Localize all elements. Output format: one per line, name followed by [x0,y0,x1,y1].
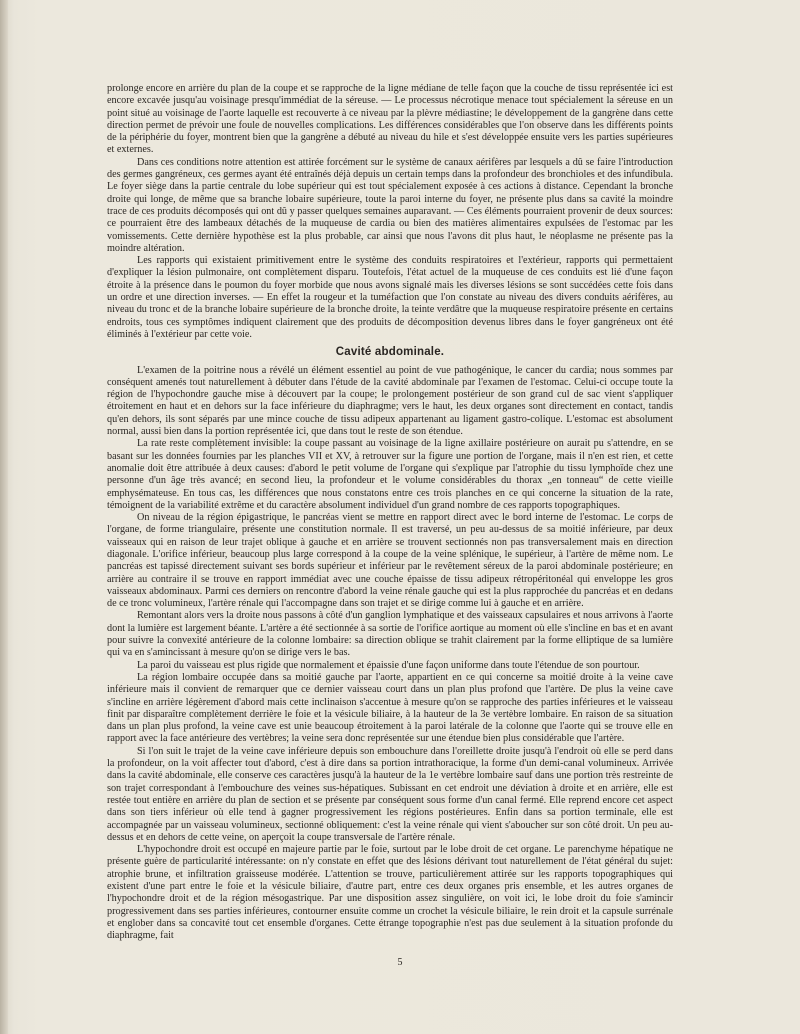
paragraph: prolonge encore en arrière du plan de la coupe et se rapproche de la ligne médiane de telle façon que la couche de tissu représentée ici est encore excavée jusqu'au voisinage presqu'immédiat de la séreuse. — Le processus nécrotique menace tout spécialement la séreuse en un point situé au voisinage de l'aorte laquelle est recouverte à ce niveau par la plèvre médiastine; le développement de la gangrène dans cette direction permet de prévoir une foule de nouvelles complications. Les différences considérables que l'on observe dans les différents points de la périphérie du foyer, montrent bien que la gangrène a débuté au niveau du hile et s'est développée ensuite vers les parties supérieures et externes. [107,83,673,156]
binding-edge [0,0,8,1034]
paragraph: Dans ces conditions notre attention est attirée forcément sur le système de canaux aérifères par lesquels a dû se faire l'introduction des germes gangréneux, ces germes ayant été entraînés déjà depuis un certain temps dans la profondeur des bronchioles et des infundibula. Le foyer siège dans la partie centrale du lobe supérieur qui est tout spécialement exposée à ces actions à distance. Cependant la bronche droite qui longe, de même que sa branche lobaire supérieure, toute la paroi interne du foyer, ne présente plus dans sa cavité la moindre trace de ces produits décomposés qui ont dû y passer quelques semaines auparavant. — Ces éléments pourraient provenir de deux sources: ce pourraient être des lambeaux détachés de la muqueuse de cardia ou bien des matières alimentaires expulsées de l'estomac par les vomissements. Cette dernière hypothèse est la plus probable, car ainsi que nous l'avons dit plus haut, le néoplasme ne présente pas la moindre altération. [107,156,673,254]
paragraph: On niveau de la région épigastrique, le pancréas vient se mettre en rapport direct avec le bord interne de l'estomac. Le corps de l'organe, de forme triangulaire, présente une constitution normale. Il est traversé, un peu au-dessus de sa moitié inférieure, par deux vaisseaux qui en raison de leur trajet oblique à gauche et en arrière se trouvent sectionnés non pas transversalement mais en direction diagonale. L'orifice inférieur, beaucoup plus large correspond à la coupe de la veine splénique, le supérieur, à l'artère de même nom. Le pancréas est tapissé directement suivant ses bords supérieur et inférieur par le revêtement séreux de la paroi abdominale postérieure; en arrière au contraire il se trouve en rapport immédiat avec une couche épaisse de tissu adipeux rétropéritonéal qui enveloppe les gros vaisseaux abdominaux. Parmi ces derniers on rencontre d'abord la veine rénale gauche qui est la plus rapprochée du pancréas et en dedans de ce tronc volumineux, l'artère rénale qui l'accompagne dans son trajet et se dirige comme lui à gauche et en arrière. [107,512,673,610]
paragraph: L'examen de la poitrine nous a révélé un élément essentiel au point de vue pathogénique, le cancer du cardia; nous sommes par conséquent amenés tout naturellement à débuter dans l'étude de la cavité abdominale par l'examen de l'estomac. Celui-ci occupe toute la région de l'hypochondre gauche mise à découvert par la coupe; le prolongement postérieur de son grand cul de sac vient s'appliquer étroitement en haut et en dehors sur la face inférieure du diaphragme; vers le haut, les deux organes sont directement en contact, tandis qu'en dehors, ils sont séparés par une mince couche de tissu adipeux appartenant au ligament gastro-colique. L'estomac est absolument normal, aussi bien dans la portion représentée ici, que dans tout le reste de son étendue. [107,364,673,438]
page-number: 5 [397,957,403,968]
paragraph: L'hypochondre droit est occupé en majeure partie par le foie, surtout par le lobe droit de cet organe. Le parenchyme hépatique ne présente guère de particularité intéressante: on n'y constate en effet que des lésions dérivant tout naturellement de l'état général du sujet: atrophie brune, et infiltration graisseuse modérée. L'attention se trouve, particulièrement attirée sur les rapports topographiques qui existent d'une part entre le foie et la vésicule biliaire, d'autre part, entre ces deux organes pris ensemble, et les autres organes de l'hypochondre droit et de la région mésogastrique. Par une disposition assez singulière, on voit ici, le lobe droit du foie s'amincir progressivement dans ses parties inférieures, contourner ensuite comme un crochet la vésicule biliaire, le rein droit et la capsule surrénale et englober dans sa concavité tout cet ensemble d'organes. Cette étrange topographie n'est pas due seulement à la situation profonde du diaphragme, fait [107,844,673,942]
paragraph: La paroi du vaisseau est plus rigide que normalement et épaissie d'une façon uniforme dans toute l'étendue de son pourtour. [137,659,640,671]
paragraph: La rate reste complètement invisible: la coupe passant au voisinage de la ligne axillaire postérieure on aurait pu s'attendre, en se basant sur les données fournies par les planches VII et XV, à retrouver sur la figure une portion de l'organe, mais il n'en est rien, et cette anomalie doit être attribuée à deux causes: d'abord le petit volume de l'organe qui s'explique par l'atrophie du tissu lymphoïde chez une personne d'un âge très avancé; en second lieu, la profondeur et le volume considérables du thorax „en tonneau“ de cette vieille emphysémateuse. En tous cas, les différences que nous constatons entre ces trois planches en ce qui concerne la situation de la rate, témoignent de la variabilité extrême et du caractère absolument individuel d'un grand nombre de ces rapports topographiques. [107,438,673,511]
paragraph: Remontant alors vers la droite nous passons à côté d'un ganglion lymphatique et des vaisseaux capsulaires et nous arrivons à l'aorte dont la lumière est largement béante. L'artère a été sectionnée à sa sortie de l'orifice aortique au moment où elle s'incline en bas et en avant pour suivre la convexité antérieure de la colonne lombaire: sa direction oblique se trahit clairement par la forme elliptique de sa lumière qui va en s'amincissant à mesure qu'on se dirige vers le bas. [107,610,673,659]
body-text [107,83,673,942]
paragraph: Si l'on suit le trajet de la veine cave inférieure depuis son embouchure dans l'oreillette droite jusqu'à l'endroit où elle se perd dans la profondeur, on la voit affecter tout d'abord, c'est à dire dans sa portion intrathoracique, la forme d'un demi-canal volumineux. Arrivée dans la cavité abdominale, elle conserve ces caractères jusqu'à la hauteur de la 1e vertèbre lombaire sauf dans une portion très restreinte de son trajet correspondant à l'embouchure des veines sus-hépatiques. Subissant en cet endroit une déviation à droite et en arrière, elle est restée tout entière en arrière du plan de section et se présente par conséquent sous forme d'un canal fermé. Elle reprend encore cet aspect dans son tiers inférieur où elle tend à gagner progressivement les régions postérieures. Enfin dans sa portion terminale, elle est accompagnée par un vaisseau volumineux, sectionné obliquement: c'est la veine rénale qui vient s'aboucher sur son côté droit. Un peu au-dessus et en dehors de cette veine, on aperçoit la coupe transversale de l'artère rénale. [107,745,673,843]
section-heading: Cavité abdominale. [335,346,445,359]
paragraph: Les rapports qui existaient primitivement entre le système des conduits respiratoires et l'extérieur, rapports qui permettaient d'expliquer la lésion pulmonaire, ont complètement disparu. Toutefois, l'état actuel de la muqueuse de ces conduits est lié d'une façon étroite à la présence dans le poumon du foyer morbide que nous avons signalé mais les diverses lésions se sont succédées cette fois dans un ordre et une direction inverses. — En effet la rougeur et la tuméfaction que l'on constate au niveau des divers conduits aérifères, au niveau du tronc et de la branche lobaire supérieure de la bronche droite, la teinte verdâtre que la muqueuse respiratoire présente en certains endroits, tous ces symptômes indiquent clairement que des produits de décomposition devenus libres dans le foyer gangréneux ont été éliminés à l'extérieur par cette voie. [107,255,673,340]
paragraph: La région lombaire occupée dans sa moitié gauche par l'aorte, appartient en ce qui concerne sa moitié droite à la veine cave inférieure mais il convient de remarquer que ce dernier vaisseau court dans un plan plus profond que l'artère. De plus la veine cave s'incline en arrière légèrement d'abord mais cette inclinaison s'accentue à mesure qu'on se rapproche des parties inférieures et le vaisseau finit par disparaître complètement derrière le foie et la vésicule biliaire, à la hauteur de la 3e vertèbre lombaire. En raison de sa situation dans un plan plus profond, la veine cave est unie beaucoup étroitement à la paroi latérale de la colonne que l'aorte qui se trouve elle en rapport avec la face antérieure des vertèbres; la veine sera donc représentée sur une étendue bien plus considérable que l'artère. [107,671,673,745]
